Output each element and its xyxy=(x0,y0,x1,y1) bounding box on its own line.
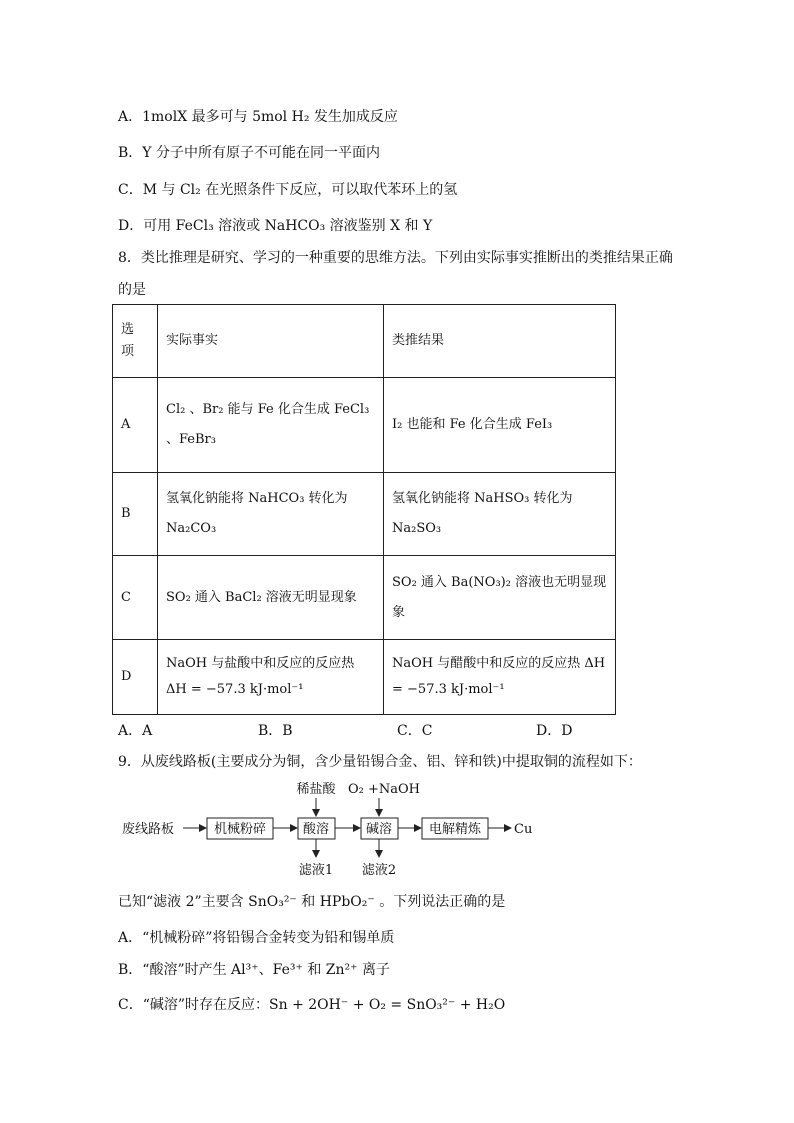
row-label: D xyxy=(113,640,158,715)
q9-option-a: A．“机械粉碎”将铅锡合金转变为铅和锡单质 xyxy=(118,930,395,946)
q7-option-a: A．1molX 最多可与 5mol H₂ 发生加成反应 xyxy=(118,109,398,125)
q8-answer-b: B．B xyxy=(258,723,293,739)
flow-product: Cu xyxy=(514,822,533,837)
q7-option-d: D．可用 FeCl₃ 溶液或 NaHCO₃ 溶液鉴别 X 和 Y xyxy=(118,218,433,234)
q8-stem-line1: 8．类比推理是研究、学习的一种重要的思维方法。下列由实际事实推断出的类推结果正确 xyxy=(118,250,673,266)
row-result: 氢氧化钠能将 NaHSO₃ 转化为 Na₂SO₃ xyxy=(384,473,616,556)
row-result: NaOH 与醋酸中和反应的反应热 ΔH = −57.3 kJ·mol⁻¹ xyxy=(384,640,616,715)
q8-answer-d: D．D xyxy=(536,723,573,739)
header-result: 类推结果 xyxy=(384,305,616,378)
row-fact: Cl₂ 、Br₂ 能与 Fe 化合生成 FeCl₃ 、FeBr₃ xyxy=(158,378,384,473)
flow-step-1: 机械粉碎 xyxy=(213,822,267,837)
q9-given: 已知“滤液 2”主要含 SnO₃²⁻ 和 HPbO₂⁻ 。下列说法正确的是 xyxy=(118,894,506,910)
row-fact: NaOH 与盐酸中和反应的反应热 ΔH = −57.3 kJ·mol⁻¹ xyxy=(158,640,384,715)
header-fact: 实际事实 xyxy=(158,305,384,378)
q8-stem-line2: 的是 xyxy=(118,282,146,298)
row-label: C xyxy=(113,556,158,640)
q9-option-b: B．“酸溶”时产生 Al³⁺、Fe³⁺ 和 Zn²⁺ 离子 xyxy=(118,962,390,978)
flow-step-4: 电解精炼 xyxy=(428,822,482,837)
header-option: 选项 xyxy=(113,305,158,378)
flow-reagent-2: O₂ +NaOH xyxy=(347,782,421,797)
q9-option-c: C．“碱溶”时存在反应：Sn + 2OH⁻ + O₂ = SnO₃²⁻ + H₂O xyxy=(118,997,506,1013)
q9-stem: 9．从废线路板(主要成分为铜，含少量铅锡合金、铝、锌和铁)中提取铜的流程如下： xyxy=(118,754,642,770)
row-result: SO₂ 通入 Ba(NO₃)₂ 溶液也无明显现象 xyxy=(384,556,616,640)
q8-answer-c: C．C xyxy=(397,723,433,739)
flow-reagent-1: 稀盐酸 xyxy=(296,782,336,797)
row-fact: 氢氧化钠能将 NaHCO₃ 转化为 Na₂CO₃ xyxy=(158,473,384,556)
row-fact: SO₂ 通入 BaCl₂ 溶液无明显现象 xyxy=(158,556,384,640)
q7-option-c: C．M 与 Cl₂ 在光照条件下反应，可以取代苯环上的氢 xyxy=(118,182,458,198)
row-result: I₂ 也能和 Fe 化合生成 FeI₃ xyxy=(384,378,616,473)
q8-answer-a: A．A xyxy=(118,723,153,739)
flow-step-3: 碱溶 xyxy=(365,822,393,837)
row-label: B xyxy=(113,473,158,556)
row-label: A xyxy=(113,378,158,473)
flow-filtrate-1: 滤液1 xyxy=(298,863,334,878)
flow-start: 废线路板 xyxy=(122,822,175,837)
flow-step-2: 酸溶 xyxy=(302,822,330,837)
q7-option-b: B．Y 分子中所有原子不可能在同一平面内 xyxy=(118,145,380,161)
flow-filtrate-2: 滤液2 xyxy=(361,863,397,878)
